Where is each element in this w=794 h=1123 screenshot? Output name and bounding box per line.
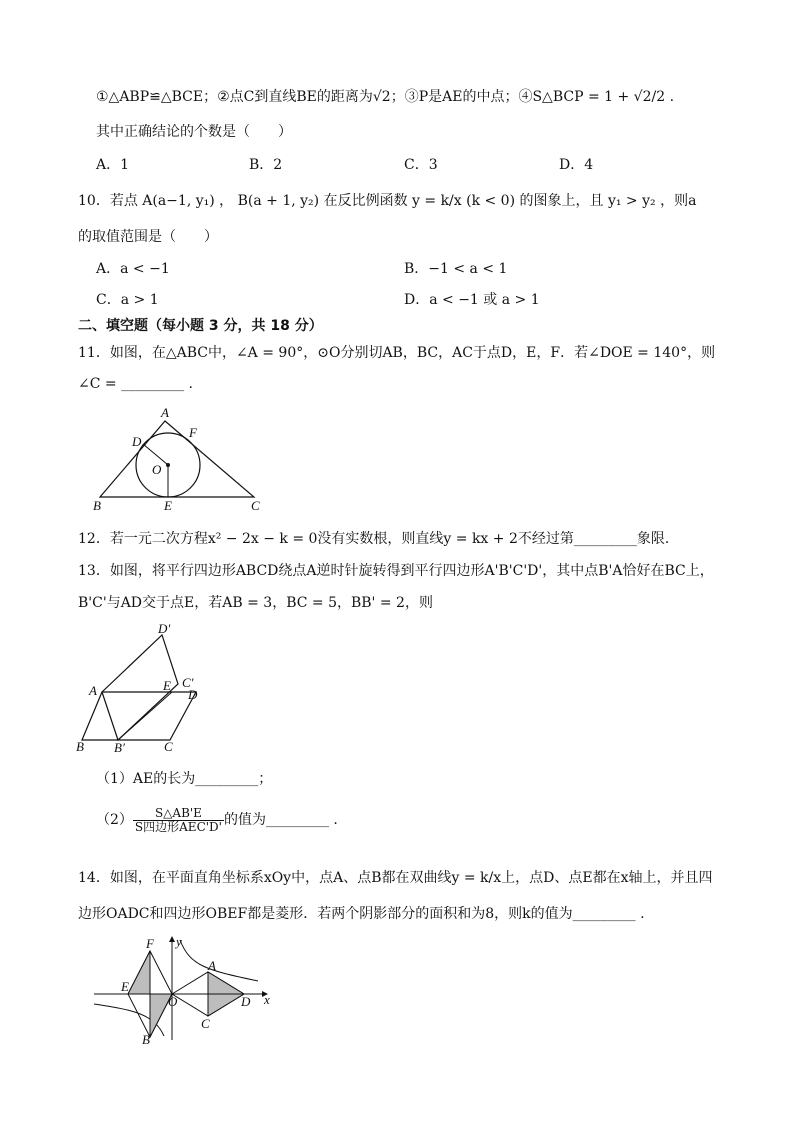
q10-option-a: A．a < −1: [96, 261, 170, 277]
q13-sub2-prefix: （2）: [96, 812, 133, 828]
q9-prompt: 其中正确结论的个数是（ ）: [96, 124, 292, 140]
q11-line1: 11．如图，在△ABC中，∠A = 90°，⊙O分别切AB，BC，AC于点D，E，F．若∠DOE = 140°，则: [78, 345, 716, 361]
q13-line1: 13．如图，将平行四边形ABCD绕点A逆时针旋转得到平行四边形A'B'C'D'，其中点B'A恰好在BC上，: [78, 563, 714, 579]
label-b: B: [76, 739, 84, 754]
label-d: D: [241, 994, 251, 1009]
label-d: D: [132, 434, 142, 449]
label-e: E: [163, 678, 171, 693]
label-b: B: [142, 1032, 150, 1046]
q13-figure: [72, 620, 212, 754]
label-a: A: [208, 958, 216, 973]
q13-line2: B'C'与AD交于点E，若AB = 3，BC = 5，BB' = 2，则: [78, 595, 433, 611]
fraction-numerator: S△AB'E: [133, 807, 224, 821]
q11-line2: ∠C = _________ .: [78, 376, 193, 392]
q9-statements: ①△ABP≌△BCE；②点C到直线BE的距离为√2；③P是AE的中点；④S△BCP = 1 + √2/2 .: [96, 89, 675, 105]
label-f: F: [146, 936, 154, 951]
q10-option-b: B．−1 < a < 1: [404, 261, 508, 277]
label-d: D: [188, 687, 198, 702]
q14-line2: 边形OADC和四边形OBEF都是菱形．若两个阴影部分的面积和为8，则k的值为_________ .: [78, 906, 645, 922]
label-x-axis: x: [264, 992, 270, 1007]
q9-option-a: A．1: [96, 157, 130, 173]
q10-option-d: D．a < −1 或 a > 1: [404, 292, 540, 308]
label-b-prime: B': [114, 740, 125, 754]
label-c: C: [201, 1016, 210, 1031]
q9-option-c: C．3: [404, 157, 438, 173]
label-a: A: [161, 405, 169, 420]
label-y-axis: y: [176, 934, 182, 949]
label-c-prime: C': [182, 675, 194, 690]
label-d-prime: D': [158, 621, 171, 636]
q10-line2: 的取值范围是（ ）: [78, 229, 218, 245]
area-ratio-fraction: [133, 807, 224, 834]
label-e: E: [164, 498, 172, 513]
q11-figure: [88, 402, 278, 514]
label-o: O: [152, 462, 162, 477]
q12: 12．若一元二次方程x² − 2x − k = 0没有实数根，则直线y = kx + 2不经过第_________象限．: [78, 531, 679, 547]
label-o: O: [168, 994, 178, 1009]
q9-option-b: B．2: [249, 157, 283, 173]
q14-figure: [88, 934, 278, 1046]
q10-line1: 10．若点 A(a−1, y₁) ， B(a + 1, y₂) 在反比例函数 y = k/x (k < 0) 的图象上，且 y₁ > y₂ ，则a: [78, 193, 697, 209]
q9-option-d: D．4: [559, 157, 594, 173]
label-f: F: [189, 425, 197, 440]
fraction-denominator: S四边形AEC'D': [134, 819, 222, 834]
q14-line1: 14．如图，在平面直角坐标系xOy中，点A、点B都在双曲线y = k/x上，点D、点E都在x轴上，并且四: [78, 870, 713, 886]
q10-option-c: C．a > 1: [96, 292, 159, 308]
q13-sub2-suffix: 的值为_________ .: [223, 812, 338, 828]
label-c: C: [251, 498, 260, 513]
label-a: A: [89, 683, 97, 698]
label-e: E: [121, 979, 129, 994]
label-b: B: [93, 498, 101, 513]
section-heading: 二、填空题（每小题 3 分，共 18 分）: [78, 318, 323, 334]
q13-sub1: （1）AE的长为_________；: [96, 771, 273, 787]
q13-sub2: [96, 800, 338, 840]
label-c: C: [164, 739, 173, 754]
